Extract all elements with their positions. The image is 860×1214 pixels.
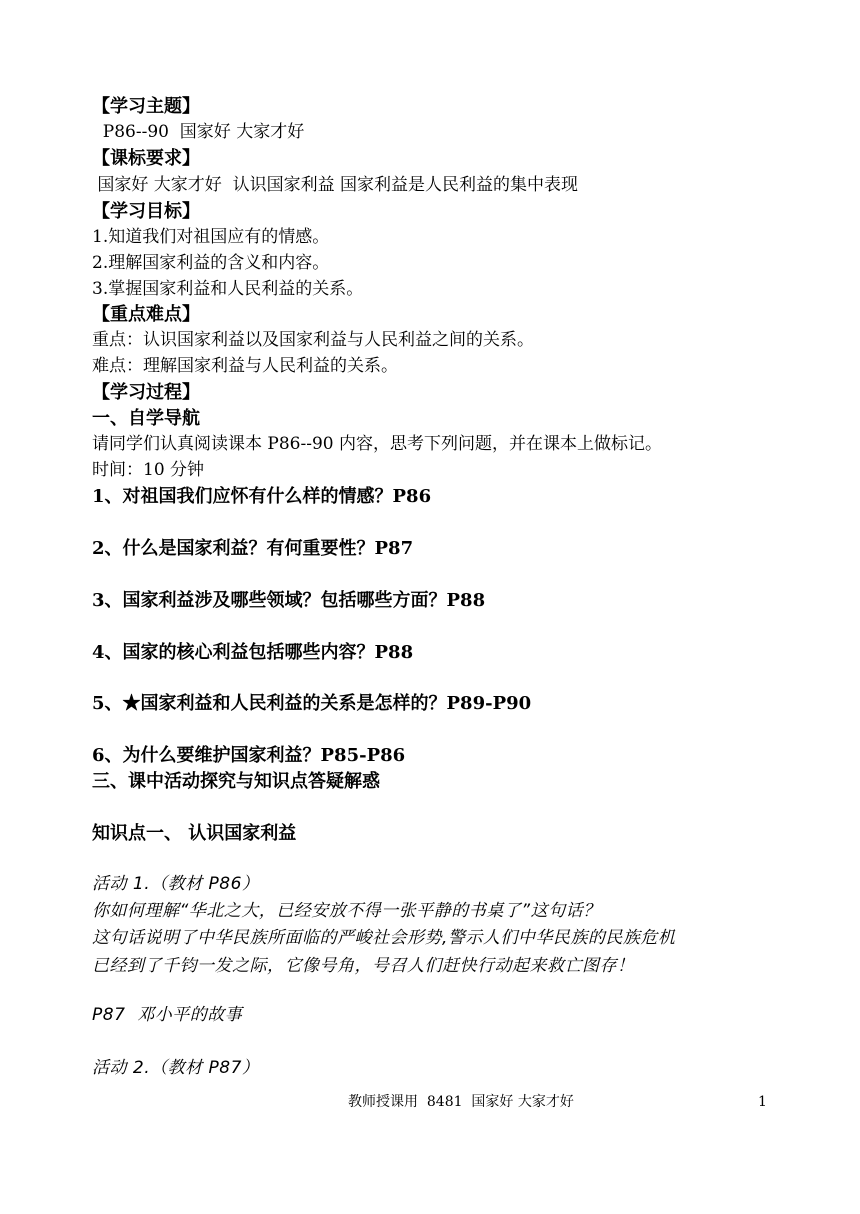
self-study-time: 时间：10 分钟 [92,460,205,480]
inclass-heading: 三、课中活动探究与知识点答疑解惑 [92,771,380,792]
process-heading: 【学习过程】 [92,382,200,403]
question-3: 3、国家利益涉及哪些领域？包括哪些方面？P88 [92,590,486,611]
self-study-instruction: 请同学们认真阅读课本 P86--90 内容，思考下列问题，并在课本上做标记。 [92,434,662,454]
difficult-point: 难点：理解国家利益与人民利益的关系。 [92,356,398,376]
goal-1: 1.知道我们对祖国应有的情感。 [92,227,330,247]
key-heading: 【重点难点】 [92,304,200,325]
page-number: 1 [758,1094,767,1110]
goal-3: 3.掌握国家利益和人民利益的关系。 [92,279,364,299]
footer-text: 教师授课用 8481 国家好 大家才好 [348,1094,574,1110]
self-study-heading: 一、自学导航 [92,408,200,429]
question-2: 2、什么是国家利益？有何重要性？P87 [92,538,414,559]
activity-1-answer-line-2: 已经到了千钧一发之际，它像号角，号召人们赶快行动起来救亡图存！ [92,956,635,976]
knowledge-point-1: 知识点一、 认识国家利益 [92,823,297,844]
standard-heading: 【课标要求】 [92,148,200,169]
activity-2-title: 活动 2.（教材 P87） [92,1058,260,1078]
goal-2: 2.理解国家利益的含义和内容。 [92,253,330,273]
question-4: 4、国家的核心利益包括哪些内容？P88 [92,642,414,663]
activity-1-answer-line-1: 这句话说明了中华民族所面临的严峻社会形势,警示人们中华民族的民族危机 [92,928,676,948]
standard-text: 国家好 大家才好 认识国家利益 国家利益是人民利益的集中表现 [92,175,579,195]
goals-heading: 【学习目标】 [92,201,200,222]
topic-heading: 【学习主题】 [92,96,200,117]
activity-1-question: 你如何理解“华北之大，已经安放不得一张平静的书桌了”这句话？ [92,901,601,921]
question-5: 5、★国家利益和人民利益的关系是怎样的？P89-P90 [92,693,532,714]
key-point: 重点：认识国家利益以及国家利益与人民利益之间的关系。 [92,330,534,350]
story-reference: P87 邓小平的故事 [92,1005,243,1025]
activity-1-title: 活动 1.（教材 P86） [92,874,260,894]
topic-text: P86--90 国家好 大家才好 [92,122,305,142]
question-6: 6、为什么要维护国家利益？P85-P86 [92,745,406,766]
question-1: 1、对祖国我们应怀有什么样的情感？P86 [92,486,432,507]
